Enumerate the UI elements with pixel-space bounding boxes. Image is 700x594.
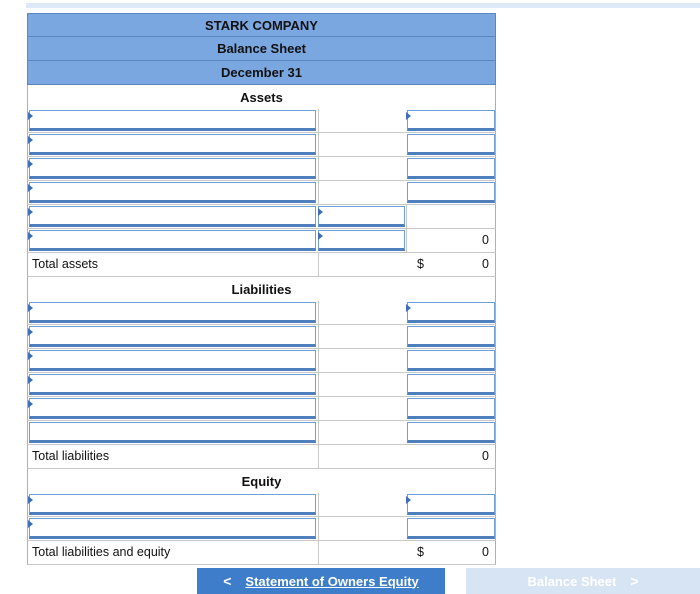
asset-row: [27, 133, 496, 157]
liability-middle-cell: [318, 397, 406, 420]
total-liabilities-label-cell: [28, 445, 317, 468]
dropdown-marker-icon: [28, 328, 33, 336]
dropdown-marker-icon: [28, 520, 33, 528]
asset-account-select[interactable]: [29, 206, 316, 227]
liability-account-select[interactable]: [29, 302, 316, 323]
liability-amount-input[interactable]: [407, 326, 495, 347]
equity-account-select[interactable]: [29, 518, 316, 539]
equity-account-select[interactable]: [29, 494, 316, 515]
total-assets-label-cell: [28, 253, 317, 276]
asset-sub-amount-input[interactable]: [318, 206, 405, 227]
asset-row: [27, 157, 496, 181]
liability-account-select[interactable]: [29, 374, 316, 395]
liability-middle-cell: [318, 421, 406, 444]
previous-button-label: Statement of Owners Equity: [245, 573, 419, 589]
equity-heading: Equity: [27, 469, 496, 493]
asset-sub-amount-input[interactable]: [318, 230, 405, 251]
liability-middle-cell: [318, 301, 406, 324]
total-liabilities-middle-cell: [318, 445, 406, 468]
total-liabilities-equity-row: [27, 541, 496, 565]
dropdown-marker-icon: [28, 376, 33, 384]
equity-middle-cell: [318, 493, 406, 516]
asset-middle-cell: [318, 181, 406, 204]
asset-account-select[interactable]: [29, 182, 316, 203]
liability-account-select[interactable]: [29, 326, 316, 347]
dropdown-marker-icon: [28, 352, 33, 360]
asset-right-cell: [406, 205, 495, 228]
assets-heading: Assets: [27, 85, 496, 109]
liability-account-select[interactable]: [29, 398, 316, 419]
chevron-left-icon: <: [223, 573, 232, 589]
total-liabilities-equity-label: Total liabilities and equity: [32, 545, 171, 559]
dropdown-marker-icon: [28, 400, 33, 408]
liability-middle-cell: [318, 349, 406, 372]
total-liab-equity-label-cell: [28, 541, 317, 564]
liability-middle-cell: [318, 373, 406, 396]
total-liab-equity-middle-cell: [318, 541, 406, 564]
next-statement-button: [466, 568, 700, 594]
equity-amount-input[interactable]: [407, 494, 495, 515]
asset-middle-cell: [318, 109, 406, 132]
liability-row: [27, 325, 496, 349]
liability-account-select[interactable]: [29, 350, 316, 371]
total-assets-row: [27, 253, 496, 277]
dropdown-marker-icon: [406, 496, 411, 504]
asset-subtotal-cell: [406, 229, 495, 252]
liability-account-select[interactable]: [29, 422, 316, 443]
dropdown-marker-icon: [28, 184, 33, 192]
previous-statement-button[interactable]: [197, 568, 445, 594]
total-assets-label: Total assets: [32, 257, 99, 271]
liability-row: [27, 373, 496, 397]
asset-amount-input[interactable]: [407, 182, 495, 203]
dropdown-marker-icon: [406, 112, 411, 120]
statement-title: Balance Sheet: [27, 37, 496, 61]
dropdown-marker-icon: [28, 160, 33, 168]
chevron-right-icon: >: [630, 573, 639, 589]
total-liabilities-row: [27, 445, 496, 469]
statement-date: December 31: [27, 61, 496, 85]
equity-row: [27, 493, 496, 517]
liability-row: [27, 349, 496, 373]
total-liabilities-label: Total liabilities: [32, 449, 110, 463]
liability-row: [27, 301, 496, 325]
dropdown-marker-icon: [28, 136, 33, 144]
liability-amount-input[interactable]: [407, 398, 495, 419]
dropdown-marker-icon: [28, 208, 33, 216]
liability-amount-input[interactable]: [407, 422, 495, 443]
asset-account-select[interactable]: [29, 230, 316, 251]
total-assets-middle-cell: [318, 253, 406, 276]
asset-account-select[interactable]: [29, 158, 316, 179]
liability-middle-cell: [318, 325, 406, 348]
liabilities-heading: Liabilities: [27, 277, 496, 301]
equity-middle-cell: [318, 517, 406, 540]
liability-amount-input[interactable]: [407, 302, 495, 323]
asset-middle-cell: [318, 133, 406, 156]
asset-account-select[interactable]: [29, 110, 316, 131]
total-liabilities-equity-value: 0: [482, 545, 489, 559]
dropdown-marker-icon: [406, 304, 411, 312]
balance-sheet-table: [27, 13, 496, 565]
dropdown-marker-icon: [318, 208, 323, 216]
total-liabilities-value: 0: [482, 449, 489, 463]
dropdown-marker-icon: [28, 304, 33, 312]
top-divider: [26, 3, 700, 8]
asset-amount-input[interactable]: [407, 158, 495, 179]
equity-row: [27, 517, 496, 541]
asset-subtotal-value: 0: [482, 233, 489, 247]
liability-row: [27, 421, 496, 445]
liability-amount-input[interactable]: [407, 374, 495, 395]
dropdown-marker-icon: [28, 496, 33, 504]
dropdown-marker-icon: [28, 232, 33, 240]
currency-symbol: $: [417, 257, 424, 271]
asset-row: [27, 229, 496, 253]
currency-symbol: $: [417, 545, 424, 559]
dropdown-marker-icon: [28, 112, 33, 120]
asset-amount-input[interactable]: [407, 110, 495, 131]
total-assets-value: 0: [482, 257, 489, 271]
company-name: STARK COMPANY: [27, 13, 496, 37]
dropdown-marker-icon: [318, 232, 323, 240]
asset-row: [27, 181, 496, 205]
asset-amount-input[interactable]: [407, 134, 495, 155]
liability-amount-input[interactable]: [407, 350, 495, 371]
asset-row: [27, 109, 496, 133]
asset-account-select[interactable]: [29, 134, 316, 155]
liability-row: [27, 397, 496, 421]
asset-middle-cell: [318, 157, 406, 180]
equity-amount-input[interactable]: [407, 518, 495, 539]
asset-row: [27, 205, 496, 229]
next-button-label: Balance Sheet: [527, 573, 617, 589]
